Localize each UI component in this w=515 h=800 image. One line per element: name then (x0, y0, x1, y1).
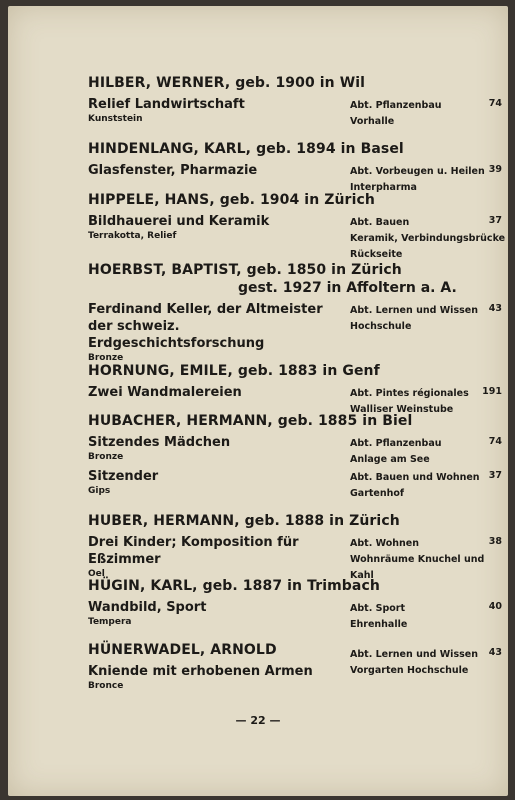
artist-heading: HUBER, HERMANN, geb. 1888 in Zürich (88, 513, 400, 529)
department: Abt. Vorbeugen u. Heilen (350, 166, 485, 177)
page-number: 37 (488, 215, 502, 226)
work-location (350, 215, 507, 263)
work-title: Zwei Wandmalereien (88, 385, 242, 400)
location: Anlage am See (350, 454, 430, 465)
artist-heading: HOERBST, BAPTIST, geb. 1850 in Zürich (88, 262, 402, 278)
page-number: 38 (488, 536, 502, 547)
work-medium: Bronze (88, 452, 124, 462)
entry-hippele (88, 191, 508, 260)
location: Vorgarten Hochschule (350, 665, 469, 676)
location: Keramik, Verbindungsbrücke (350, 233, 506, 244)
entry-hornung (88, 362, 508, 415)
work-medium: Tempera (88, 617, 132, 627)
department: Abt. Lernen und Wissen (350, 649, 478, 660)
location-detail: Rückseite (350, 249, 403, 260)
entry-huegin (88, 577, 508, 629)
department: Abt. Pflanzenbau (350, 438, 442, 449)
page-number: 74 (488, 436, 502, 447)
entry-hindenlang (88, 140, 508, 193)
work-medium: Oel (88, 569, 105, 579)
artist-death-line: gest. 1927 in Affoltern a. A. (238, 280, 457, 296)
location: Vorhalle (350, 116, 395, 127)
department: Abt. Wohnen (350, 538, 420, 549)
work-title: Kniende mit erhobenen Armen (88, 664, 313, 679)
page-number: 39 (488, 164, 502, 175)
department: Abt. Pintes régionales (350, 388, 469, 399)
work-item (88, 213, 508, 260)
work-medium: Bronze (88, 353, 124, 363)
location: Gartenhof (350, 488, 405, 499)
department: Abt. Bauen und Wohnen (350, 472, 480, 483)
work-location (350, 436, 507, 468)
work-item (88, 599, 508, 629)
work-item (88, 468, 508, 498)
entry-hubacher (88, 412, 508, 498)
page-number: 43 (488, 647, 502, 658)
entry-huber (88, 512, 508, 581)
work-medium: Gips (88, 486, 111, 496)
department: Abt. Bauen (350, 217, 410, 228)
department: Abt. Sport (350, 603, 406, 614)
work-title: Bildhauerei und Keramik (88, 214, 270, 229)
entry-hoerbst (88, 261, 508, 365)
artist-heading: HIPPELE, HANS, geb. 1904 in Zürich (88, 192, 375, 208)
department: Abt. Lernen und Wissen (350, 305, 478, 316)
work-title: Ferdinand Keller, der Altmeister der schweiz. Erdgeschichtsforschung (88, 302, 323, 351)
work-location (350, 647, 507, 679)
entry-hilber (88, 74, 508, 126)
work-title: Sitzender (88, 469, 159, 484)
artist-heading: HINDENLANG, KARL, geb. 1894 in Basel (88, 141, 404, 157)
work-medium: Terrakotta, Relief (88, 231, 177, 241)
work-title: Relief Landwirtschaft (88, 97, 245, 112)
catalog-page (8, 6, 508, 796)
work-location (350, 601, 507, 633)
artist-heading: HUBACHER, HERMANN, geb. 1885 in Biel (88, 413, 413, 429)
location: Wohnräume Knuchel und Kahl (350, 554, 485, 581)
work-medium: Kunststein (88, 114, 143, 124)
work-medium: Bronce (88, 681, 124, 691)
work-item (88, 162, 508, 193)
page-footer: — 22 — (235, 714, 281, 727)
work-title: Wandbild, Sport (88, 600, 207, 615)
page-number: 40 (488, 601, 502, 612)
work-item (88, 434, 508, 464)
work-item (88, 96, 508, 126)
department: Abt. Pflanzenbau (350, 100, 442, 111)
entry-huenerwadel (88, 641, 508, 693)
page-number: 191 (482, 386, 502, 397)
page-number: 74 (488, 98, 502, 109)
location: Interpharma (350, 182, 417, 193)
work-title: Glasfenster, Pharmazie (88, 163, 258, 178)
work-location (350, 303, 507, 335)
work-title: Drei Kinder; Komposition für Eßzimmer (88, 535, 299, 567)
artist-heading: HÜGIN, KARL, geb. 1887 in Trimbach (88, 578, 380, 594)
artist-heading: HORNUNG, EMILE, geb. 1883 in Genf (88, 363, 380, 379)
work-item (88, 384, 508, 415)
work-location (350, 98, 507, 130)
artist-heading: HILBER, WERNER, geb. 1900 in Wil (88, 75, 366, 91)
work-item (88, 301, 508, 365)
work-item (88, 534, 508, 581)
page-number: 37 (488, 470, 502, 481)
location: Hochschule (350, 321, 412, 332)
location: Walliser Weinstube (350, 404, 454, 415)
location: Ehrenhalle (350, 619, 408, 630)
work-title: Sitzendes Mädchen (88, 435, 231, 450)
artist-heading: HÜNERWADEL, ARNOLD (88, 642, 277, 658)
work-location (350, 470, 507, 502)
page-number: 43 (488, 303, 502, 314)
